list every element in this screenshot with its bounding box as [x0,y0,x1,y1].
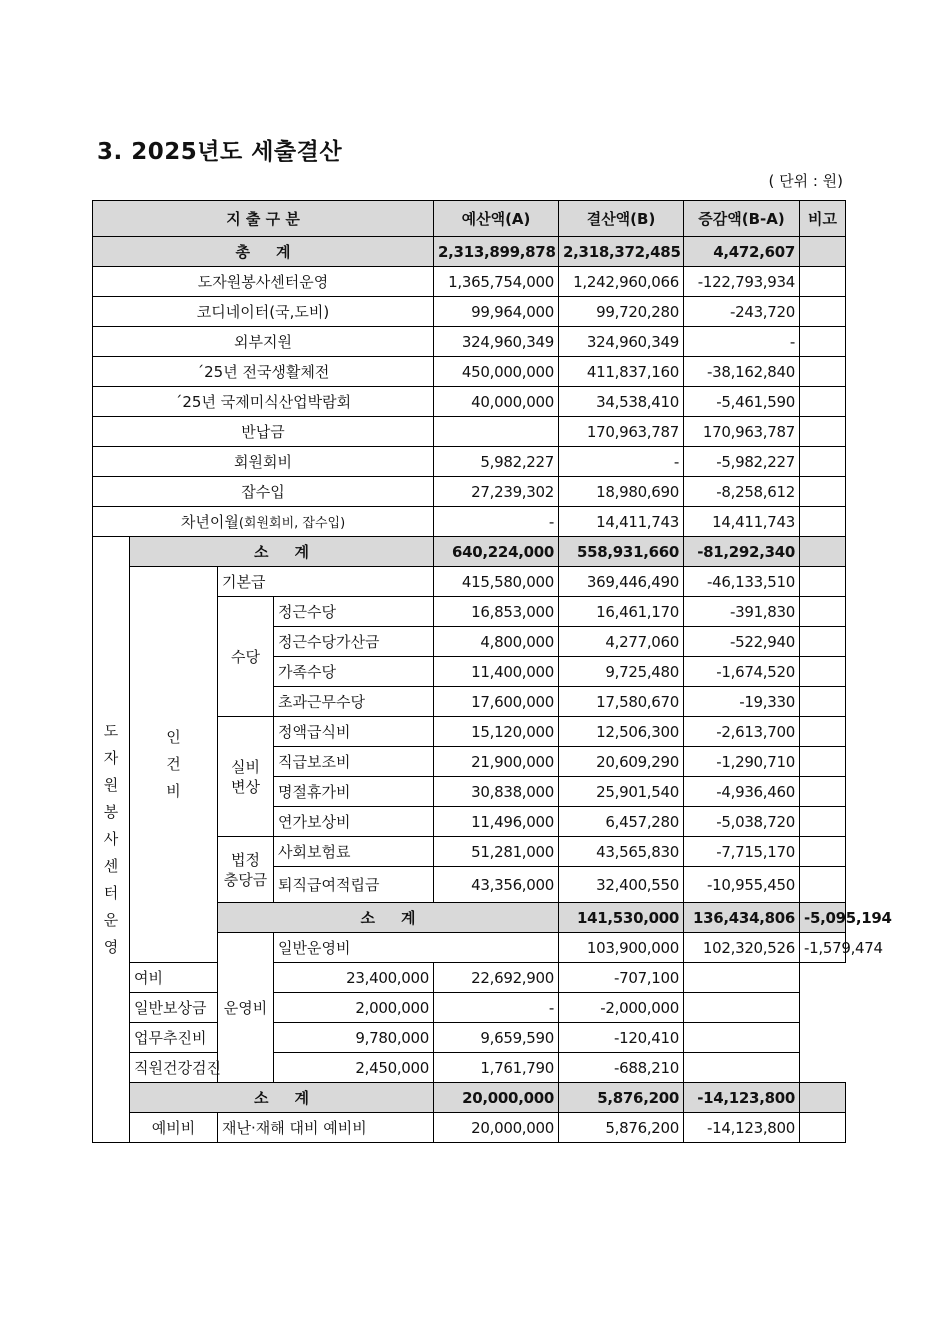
subtotal-label: 소 계 [130,1083,434,1113]
subtotal-actual: 5,876,200 [559,1083,684,1113]
row-label: 기본급 [218,567,434,597]
row-label: 퇴직급여적립금 [274,867,434,903]
row-diff: -46,133,510 [684,567,800,597]
row-note [800,867,846,903]
row-budget: 17,600,000 [434,687,559,717]
row-diff: -7,715,170 [684,837,800,867]
subtotal-actual: 558,931,660 [559,537,684,567]
carryover-budget: - [434,507,559,537]
row-note [684,993,800,1023]
row-budget: 16,853,000 [434,597,559,627]
row-budget: 2,450,000 [274,1053,434,1083]
subtotal-budget: 141,530,000 [559,903,684,933]
row-diff: -1,579,474 [800,933,846,963]
row-actual: 170,963,787 [559,417,684,447]
row-diff: -522,940 [684,627,800,657]
carryover-note [800,507,846,537]
row-diff: -38,162,840 [684,357,800,387]
row-actual: 32,400,550 [559,867,684,903]
row-actual: 34,538,410 [559,387,684,417]
row-actual: 12,506,300 [559,717,684,747]
row-diff: -19,330 [684,687,800,717]
subtotal-diff: -14,123,800 [684,1083,800,1113]
row-label: 코디네이터(국,도비) [93,297,434,327]
row-note [800,597,846,627]
table-row [93,447,846,477]
row-label: 연가보상비 [274,807,434,837]
table-row [93,387,846,417]
row-actual: 16,461,170 [559,597,684,627]
row-label: 사회보험료 [274,837,434,867]
table-row [93,297,846,327]
row-label: 도자원봉사센터운영 [93,267,434,297]
carryover-label [93,507,434,537]
row-label: 반납금 [93,417,434,447]
row-note [800,627,846,657]
legal-label-line1: 법정 [231,850,260,869]
row-budget: 5,982,227 [434,447,559,477]
row-budget: 324,960,349 [434,327,559,357]
row-budget: 21,900,000 [434,747,559,777]
row-diff: -122,793,934 [684,267,800,297]
row-note [800,477,846,507]
subtotal-diff: -81,292,340 [684,537,800,567]
row-diff: -1,674,520 [684,657,800,687]
row-note [800,837,846,867]
row-label: 정액급식비 [274,717,434,747]
row-actual: 102,320,526 [684,933,800,963]
row-label: 정근수당 [274,597,434,627]
row-note [684,1053,800,1083]
row-diff: -688,210 [559,1053,684,1083]
row-note [684,963,800,993]
row-label: 여비 [130,963,274,993]
header-actual: 결산액(B) [559,201,684,237]
allowance-label: 수당 [218,597,274,717]
reserve-subtotal-row [93,1083,846,1113]
carryover-row [93,507,846,537]
row-note [684,1023,800,1053]
total-row [93,237,846,267]
legal-label [218,837,274,903]
row-note [800,387,846,417]
row-label: 외부지원 [93,327,434,357]
row-diff: -4,936,460 [684,777,800,807]
row-label: 가족수당 [274,657,434,687]
row-actual: - [434,993,559,1023]
legal-label-line2: 충당금 [223,870,268,889]
row-diff: -10,955,450 [684,867,800,903]
header-note: 비고 [800,201,846,237]
table-row [93,993,846,1023]
row-actual: 324,960,349 [559,327,684,357]
row-diff: -14,123,800 [684,1113,800,1143]
row-label: 일반보상금 [130,993,274,1023]
row-diff: -5,461,590 [684,387,800,417]
row-actual: 411,837,160 [559,357,684,387]
header-budget: 예산액(A) [434,201,559,237]
row-diff: - [684,327,800,357]
carryover-label-main: 차년이월 [180,513,239,531]
row-budget: 23,400,000 [274,963,434,993]
expenditure-table [92,200,892,1143]
row-budget: 11,496,000 [434,807,559,837]
personnel-label: 인 건 비 [130,567,218,963]
total-actual: 2,318,372,485 [559,237,684,267]
row-budget: 27,239,302 [434,477,559,507]
row-actual: 369,446,490 [559,567,684,597]
personnel-subtotal-row [93,537,846,567]
row-diff: -243,720 [684,297,800,327]
row-label: 잡수입 [93,477,434,507]
table-row [93,357,846,387]
row-budget [434,417,559,447]
row-label: 직급보조비 [274,747,434,777]
row-actual: 99,720,280 [559,297,684,327]
carryover-diff: 14,411,743 [684,507,800,537]
row-budget: 2,000,000 [274,993,434,1023]
total-note [800,237,846,267]
row-actual: 20,609,290 [559,747,684,777]
subtotal-diff: -5,095,194 [800,903,846,933]
row-label: 명절휴가비 [274,777,434,807]
row-diff: -707,100 [559,963,684,993]
total-budget: 2,313,899,878 [434,237,559,267]
group-label: 도 자 원 봉 사 센 터 운 영 [93,537,130,1143]
unit-label: ( 단위 : 원) [768,172,843,190]
row-diff: -2,613,700 [684,717,800,747]
row-actual: 1,761,790 [434,1053,559,1083]
row-note [800,327,846,357]
page-title: 3. 2025년도 세출결산 [97,139,343,165]
row-note [800,567,846,597]
row-diff: -5,038,720 [684,807,800,837]
row-actual: 17,580,670 [559,687,684,717]
row-actual: 22,692,900 [434,963,559,993]
row-diff: -1,290,710 [684,747,800,777]
row-budget: 99,964,000 [434,297,559,327]
row-actual: 9,725,480 [559,657,684,687]
row-diff: -120,410 [559,1023,684,1053]
header-diff: 증감액(B-A) [684,201,800,237]
row-budget: 51,281,000 [434,837,559,867]
subtotal-label: 소 계 [130,537,434,567]
row-budget: 20,000,000 [434,1113,559,1143]
table-row [93,567,846,597]
reserve-label: 예비비 [130,1113,218,1143]
carryover-actual: 14,411,743 [559,507,684,537]
row-diff: 170,963,787 [684,417,800,447]
row-actual: 25,901,540 [559,777,684,807]
row-note [800,717,846,747]
table-row [93,327,846,357]
header-row [93,201,846,237]
total-diff: 4,472,607 [684,237,800,267]
row-label: ´25년 국제미식산업박람회 [93,387,434,417]
row-actual: 5,876,200 [559,1113,684,1143]
header-category: 지 출 구 분 [93,201,434,237]
row-note [800,357,846,387]
row-budget: 43,356,000 [434,867,559,903]
row-label: 직원건강검진 [130,1053,274,1083]
row-actual: 9,659,590 [434,1023,559,1053]
row-budget: 9,780,000 [274,1023,434,1053]
table-row [93,267,846,297]
table-row [93,1113,846,1143]
operating-label: 운영비 [218,933,274,1083]
subtotal-note [800,1083,846,1113]
subtotal-label: 소 계 [218,903,559,933]
row-label: 재난·재해 대비 예비비 [218,1113,434,1143]
row-budget: 30,838,000 [434,777,559,807]
subtotal-budget: 640,224,000 [434,537,559,567]
row-label: 일반운영비 [274,933,559,963]
table-row [93,963,846,993]
row-note [800,447,846,477]
row-budget: 4,800,000 [434,627,559,657]
row-diff: -2,000,000 [559,993,684,1023]
row-label: 정근수당가산금 [274,627,434,657]
row-budget: 15,120,000 [434,717,559,747]
row-note [800,777,846,807]
subtotal-actual: 136,434,806 [684,903,800,933]
row-note [800,1113,846,1143]
subtotal-note [800,537,846,567]
row-budget: 415,580,000 [434,567,559,597]
table-row [93,417,846,447]
subtotal-budget: 20,000,000 [434,1083,559,1113]
expense-label: 실비 변상 [218,717,274,837]
row-budget: 103,900,000 [559,933,684,963]
row-budget: 40,000,000 [434,387,559,417]
row-label: 회원회비 [93,447,434,477]
row-budget: 11,400,000 [434,657,559,687]
row-note [800,267,846,297]
row-note [800,747,846,777]
row-budget: 1,365,754,000 [434,267,559,297]
row-actual: 18,980,690 [559,477,684,507]
total-label: 총 계 [93,237,434,267]
row-budget: 450,000,000 [434,357,559,387]
row-diff: -5,982,227 [684,447,800,477]
row-actual: - [559,447,684,477]
table-row [93,1053,846,1083]
row-actual: 6,457,280 [559,807,684,837]
table-row [93,477,846,507]
row-actual: 4,277,060 [559,627,684,657]
row-note [800,417,846,447]
row-note [800,807,846,837]
row-label: 업무추진비 [130,1023,274,1053]
row-label: ´25년 전국생활체전 [93,357,434,387]
row-diff: -8,258,612 [684,477,800,507]
row-actual: 43,565,830 [559,837,684,867]
row-actual: 1,242,960,066 [559,267,684,297]
carryover-label-sub: (회원회비, 잡수입) [238,516,346,531]
row-diff: -391,830 [684,597,800,627]
row-note [800,687,846,717]
row-note [800,657,846,687]
row-label: 초과근무수당 [274,687,434,717]
row-note [800,297,846,327]
table-row [93,1023,846,1053]
